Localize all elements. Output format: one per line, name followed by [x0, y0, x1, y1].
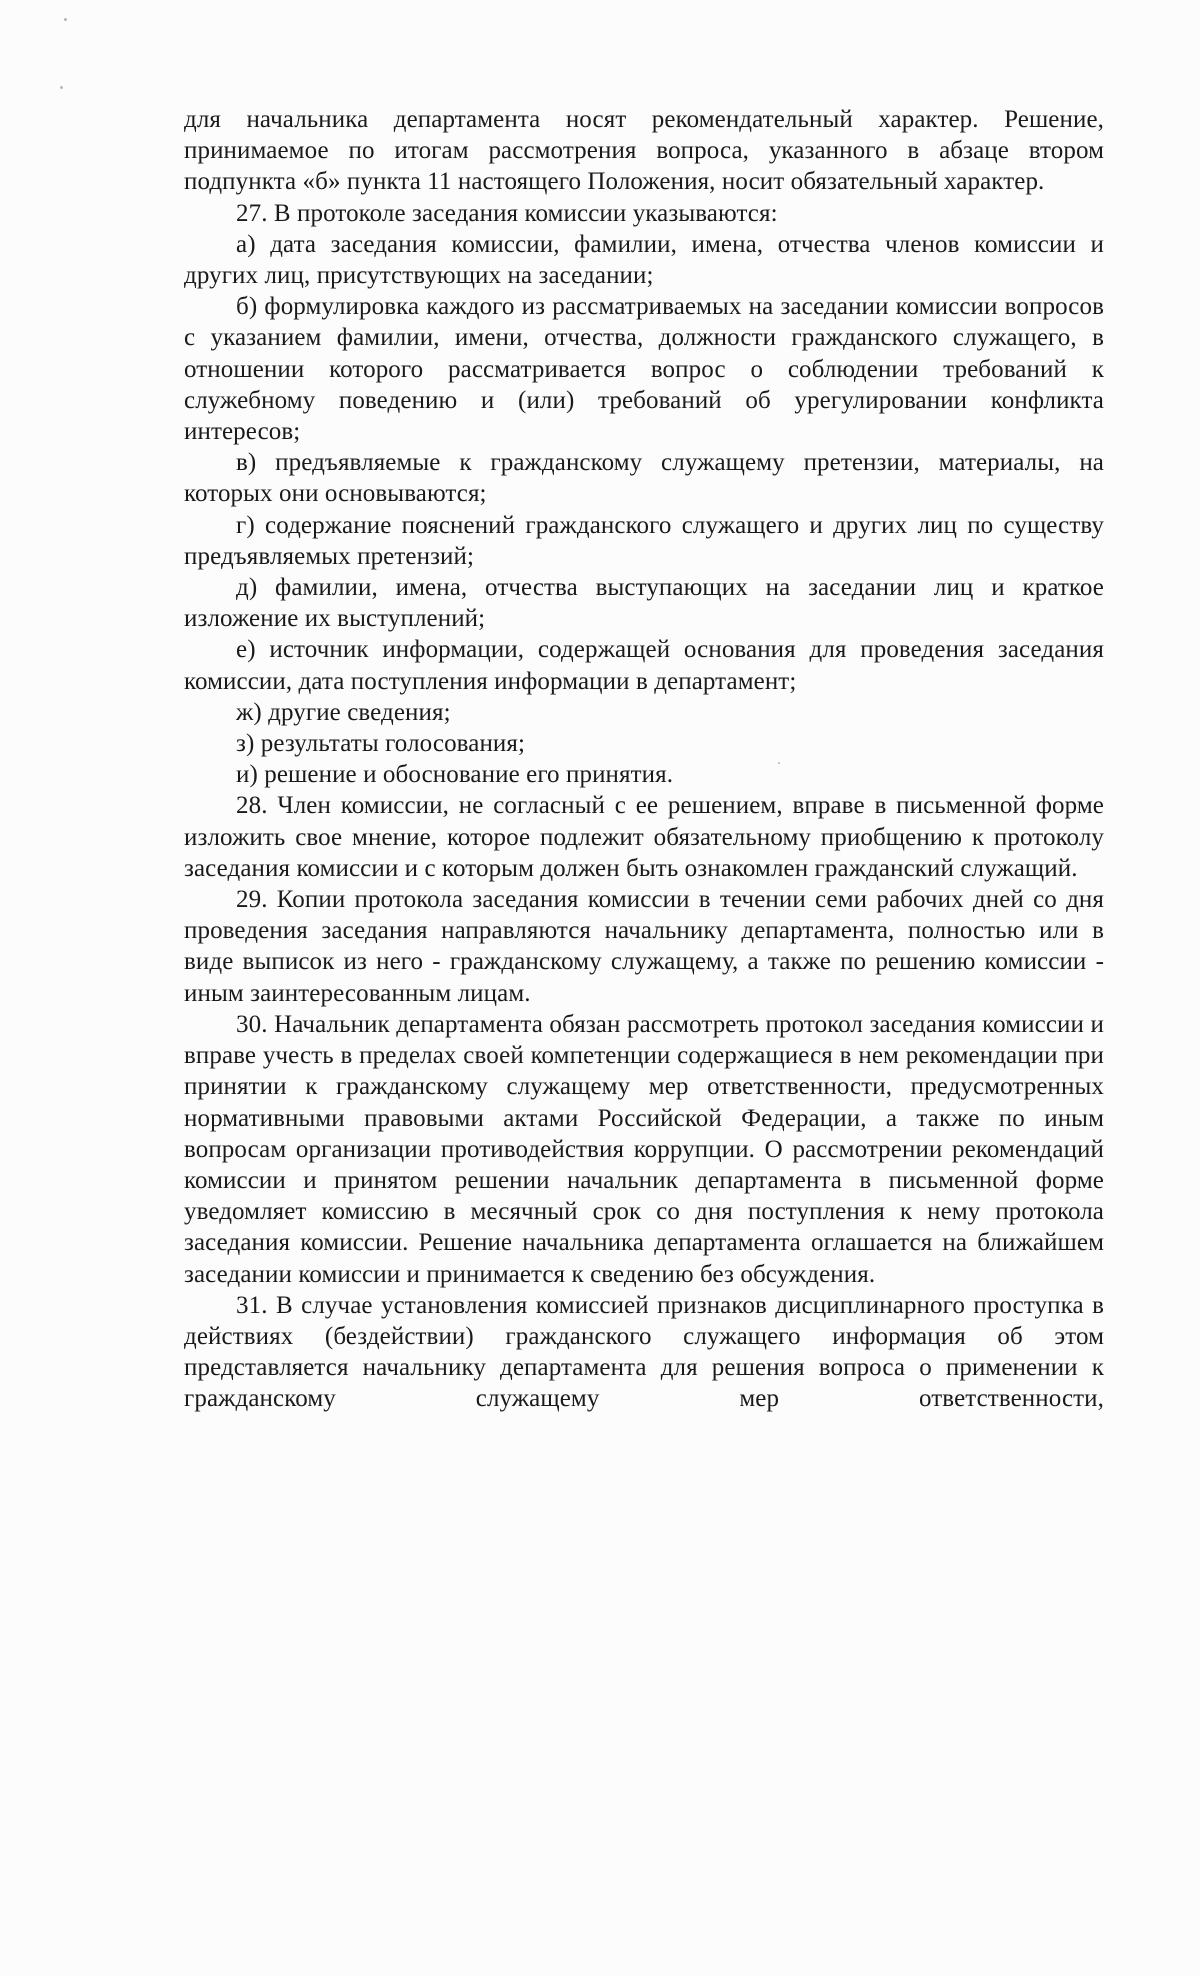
- paragraph-31: 31. В случае установления комиссией признаков дисциплинарного проступка в действиях (бездействии) гражданского служащего информация об этом представляется начальнику департамента для решения вопроса о применении к гражданскому служащему мер ответственности,: [184, 1291, 1104, 1413]
- paragraph-27-a: а) дата заседания комиссии, фамилии, имена, отчества членов комиссии и других лиц, присутствующих на заседании;: [184, 230, 1104, 290]
- paragraph-27-e: е) источник информации, содержащей основания для проведения заседания комиссии, дата поступления информации в департамент;: [184, 636, 1104, 695]
- paragraph-28: 28. Член комиссии, не согласный с ее решением, вправе в письменной форме изложить свое мнение, которое подлежит обязательному приобщению к протоколу заседания комиссии и с которым должен быть ознакомлен гражданский служащий.: [184, 792, 1104, 882]
- scan-speck: [60, 86, 63, 89]
- paragraph-27-d: д) фамилии, имена, отчества выступающих на заседании лиц и краткое изложение их выступлений;: [184, 574, 1104, 633]
- document-body: [184, 104, 1104, 1415]
- paragraph-27-b: б) формулировка каждого из рассматриваемых на заседании комиссии вопросов с указанием фамилии, имени, отчества, должности гражданского служащего, в отношении которого рассматривается вопрос о соблюдении требований к служебному поведению и (или) требований об урегулировании конфликта интересов;: [184, 293, 1104, 446]
- paragraph-27-v: в) предъявляемые к гражданскому служащему претензии, материалы, на которых они основываются;: [184, 449, 1104, 508]
- paragraph-30: 30. Начальник департамента обязан рассмотреть протокол заседания комиссии и вправе учесть в пределах своей компетенции содержащиеся в нем рекомендации при принятии к гражданскому служащему мер ответственности, предусмотренных нормативными правовыми актами Российской Федерации, а также по иным вопросам организации противодействия коррупции. О рассмотрении рекомендаций комиссии и принятом решении начальник департамента в письменной форме уведомляет комиссию в месячный срок со дня поступления к нему протокола заседания комиссии. Решение начальника департамента оглашается на ближайшем заседании комиссии и принимается к сведению без обсуждения.: [184, 1010, 1104, 1288]
- paragraph-29: 29. Копии протокола заседания комиссии в течении семи рабочих дней со дня проведения заседания направляются начальнику департамента, полностью или в виде выписок из него - гражданскому служащему, а также по решению комиссии - иным заинтересованным лицам.: [184, 886, 1104, 1007]
- paragraph-27-z: з) результаты голосования;: [236, 730, 526, 758]
- paragraph-27-g: г) содержание пояснений гражданского служащего и других лиц по существу предъявляемых претензий;: [184, 511, 1104, 570]
- paragraph-continuation: для начальника департамента носят рекомендательный характер. Решение, принимаемое по итогам рассмотрения вопроса, указанного в абзаце втором подпункта «б» пункта 11 настоящего Положения, носит обязательный характер.: [184, 106, 1104, 196]
- paragraph-27-i: и) решение и обоснование его принятия.: [236, 761, 674, 789]
- paragraph-27-zh: ж) другие сведения;: [236, 698, 451, 726]
- scan-speck: [64, 18, 67, 21]
- paragraph-27: 27. В протоколе заседания комиссии указываются:: [236, 199, 778, 227]
